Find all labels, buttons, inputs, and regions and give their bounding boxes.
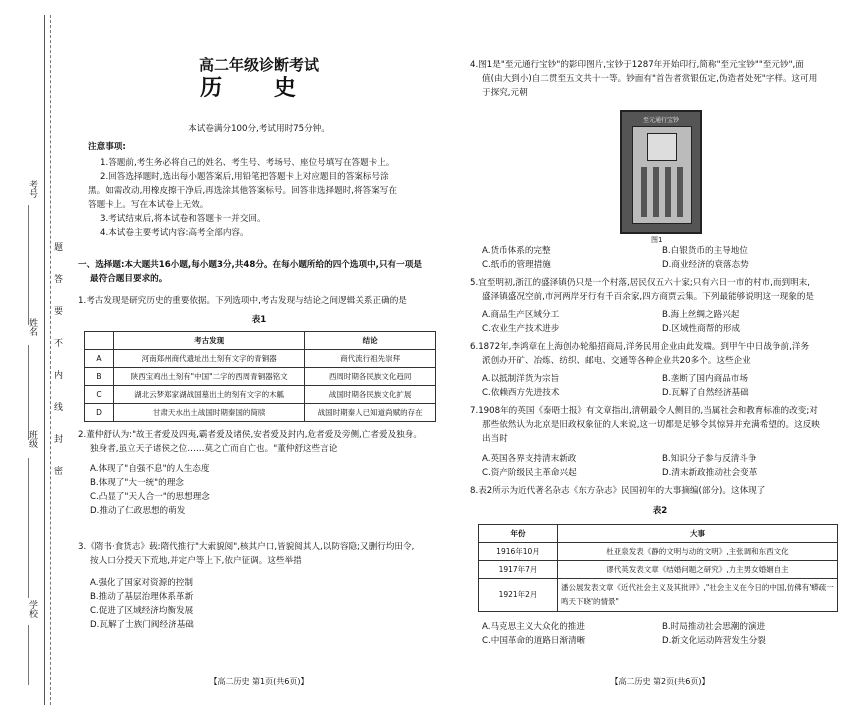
table2-caption: 表2 — [652, 506, 668, 516]
question-line: 2.董仲舒认为:"故王者爱及四夷,霸者爱及诸侯,安者爱及封内,危者爱及旁侧,亡者爱及独身。 — [78, 430, 422, 440]
table-cell: 甘肃天水出土战国时期秦国的简牍 — [114, 404, 305, 422]
question-line: 值(由大到小)自二贯至五文共十一等。钞面有"首告者赏银伍定,伪造者处死"字样。这可用 — [482, 74, 818, 84]
table-row — [479, 561, 838, 579]
table-cell: 潘公展发表文章《近代社会主义及其批评》,"社会主义在今日的中国,仿佛有'蟒疏一鸣天下晓'的情景" — [558, 579, 838, 612]
table-header: 年份 — [479, 525, 558, 543]
table-cell: 杜亚泉发表《静的文明与动的文明》,主张调和东西文化 — [558, 543, 838, 561]
option: A.体现了"自强不息"的人生态度 — [90, 464, 210, 474]
question-line: 6.1872年,李鸿章在上海创办轮船招商局,洋务民用企业由此发端。到甲午中日战争前,洋务 — [470, 342, 810, 352]
question-5 — [470, 276, 850, 304]
question-8: 8.表2所示为近代著名杂志《东方杂志》民国初年的大事摘编(部分)。这体现了 — [470, 486, 766, 496]
table-header-row — [479, 525, 838, 543]
question-line: 派创办开矿、冶炼、纺织、邮电、交通等各种企业共20多个。这些企业 — [482, 356, 751, 366]
question-3 — [78, 540, 440, 568]
table-header: 大事 — [558, 525, 838, 543]
option: A.货币体系的完整 — [482, 246, 551, 256]
banknote-text-column — [653, 167, 659, 217]
option: D.新文化运动阵营发生分裂 — [662, 636, 766, 646]
banknote-text-column — [641, 167, 647, 217]
option: D.区域性商帮的形成 — [662, 324, 741, 334]
seal-char: 密 — [54, 467, 64, 477]
section-line: 最符合题目要求的。 — [90, 274, 168, 284]
table-row — [85, 386, 436, 404]
table-cell: 商代流行祖先崇拜 — [305, 350, 436, 368]
note-line: 3.考试结束后,将本试卷和答题卡一并交回。 — [100, 214, 266, 224]
table-cell: C — [85, 386, 114, 404]
option: C.依赖西方先进技术 — [482, 388, 560, 398]
option: A.马克思主义大众化的推进 — [482, 622, 585, 632]
seal-char: 内 — [54, 371, 64, 381]
option: C.促进了区域经济均衡发展 — [90, 606, 194, 616]
name-label: 姓名 — [27, 318, 37, 336]
table-header — [85, 332, 114, 350]
option: D.商业经济的衰落态势 — [662, 260, 749, 270]
question-line: 3.《隋书·食货志》载:隋代推行"大索貌阅",核其户口,皆貌阅其人,以防容隐;又删行均田令, — [78, 542, 415, 552]
binding-dashed-line — [50, 15, 51, 705]
exam-no-label: 考号 — [27, 180, 37, 198]
class-label: 班级 — [27, 430, 37, 448]
banknote-text-column — [677, 167, 683, 217]
table-cell: 河南郑州商代遗址出土刻有文字的青铜器 — [114, 350, 305, 368]
question-2 — [78, 428, 440, 456]
table-cell: A — [85, 350, 114, 368]
q7-options — [482, 452, 842, 480]
table-row — [85, 350, 436, 368]
option: B.时局推动社会思潮的演进 — [662, 622, 766, 632]
table-cell: 湖北云梦郑家湖战国墓出土的刻有文字的木觚 — [114, 386, 305, 404]
q2-options — [90, 462, 452, 518]
option: A.商品生产区域分工 — [482, 310, 560, 320]
seal-char: 封 — [54, 435, 64, 445]
table-cell: B — [85, 368, 114, 386]
option: C.农业生产技术进步 — [482, 324, 560, 334]
table-row — [85, 404, 436, 422]
question-line: 出当时 — [482, 434, 508, 444]
note-line: 1.答题前,考生务必将自己的姓名、考生号、考场号、座位号填写在答题卡上。 — [100, 158, 395, 168]
q3-options — [90, 576, 452, 632]
school-label: 学校 — [27, 600, 37, 618]
table2 — [478, 524, 838, 612]
option: A.以抵制洋货为宗旨 — [482, 374, 560, 384]
question-7 — [470, 404, 850, 446]
binding-line — [44, 15, 45, 705]
option: B.垄断了国内商品市场 — [662, 374, 748, 384]
seal-char: 不 — [54, 339, 64, 349]
banknote-text-column — [665, 167, 671, 217]
note-line: 黑。如需改动,用橡皮擦干净后,再选涂其他答案标号。回答非选择题时,将答案写在 — [88, 186, 397, 196]
banknote-denomination-box — [647, 133, 677, 161]
table-cell: 谬代英发表文章《结婚问题之研究》,力主男女婚姻自主 — [558, 561, 838, 579]
table-cell: 陕西宝鸡出土刻有"中国"二字的西周青铜器铭文 — [114, 368, 305, 386]
question-line: 盛泽镇盛况空前,市河两岸牙行有千百余家,四方商贾云集。下列最能够说明这一现象的是 — [482, 292, 815, 302]
question-line: 4.图1是"至元通行宝钞"的影印图片,宝钞于1287年开始印行,简称"至元宝钞""至元钞",面 — [470, 60, 804, 70]
table-cell: 1916年10月 — [479, 543, 558, 561]
page-footer: 【高二历史 第1页(共6页)】 — [209, 677, 309, 686]
table-cell: 1917年7月 — [479, 561, 558, 579]
section-heading — [78, 258, 440, 286]
option: C.中国革命的道路日渐清晰 — [482, 636, 586, 646]
banknote-inner-panel — [632, 126, 692, 224]
table-row — [85, 368, 436, 386]
name-line — [28, 345, 29, 440]
seal-char: 要 — [54, 307, 64, 317]
note-line: 2.回答选择题时,选出每小题答案后,用铅笔把答题卡上对应题目的答案标号涂 — [100, 172, 389, 182]
option: B.推动了基层治理体系革新 — [90, 592, 194, 602]
question-line: 5.宜至明初,浙江的盛泽镇仍只是一个村落,居民仅五六十家;只有六日一市的村市,而到明末, — [470, 278, 810, 288]
binding-strip — [0, 0, 70, 717]
subject-title: 历 史 — [200, 76, 318, 101]
table-cell: 战国时期秦人已知道尚赋的存在 — [305, 404, 436, 422]
option: C.纸币的管理措施 — [482, 260, 551, 270]
question-1: 1.考古发现是研究历史的重要依据。下列选项中,考古发现与结论之间逻辑关系正确的是 — [78, 296, 407, 306]
question-line: 7.1908年的英国《泰晤士报》有文章指出,清朝最令人侧目的,当属社会和教育标准的改变;对 — [470, 406, 818, 416]
question-line: 于探究,元朝 — [482, 88, 528, 98]
q8-options — [482, 620, 842, 648]
option: D.瓦解了士族门阀经济基础 — [90, 620, 194, 630]
page-footer: 【高二历史 第2页(共6页)】 — [610, 677, 710, 686]
question-line: 那些依然认为北京是旧政权象征的人来说,这一切都是足够令其惊异并充满希望的。这反映 — [482, 420, 820, 430]
note-line: 4.本试卷主要考试内容:高考全部内容。 — [100, 228, 249, 238]
q6-options — [482, 372, 842, 400]
score-line: 本试卷满分100分,考试用时75分钟。 — [188, 124, 330, 134]
option: B.白银货币的主导地位 — [662, 246, 748, 256]
table-cell: 西周时期各民族文化趋同 — [305, 368, 436, 386]
figure-caption: 图1 — [651, 236, 663, 244]
question-line: 按人口分授天下荒地,并定户等上下,依户征调。这些举措 — [90, 556, 302, 566]
note-line: 答题卡上。写在本试卷上无效。 — [88, 200, 209, 210]
seal-char: 线 — [54, 403, 64, 413]
option: A.英国各界支持清末新政 — [482, 454, 577, 464]
table1 — [84, 331, 436, 422]
option: A.强化了国家对资源的控制 — [90, 578, 193, 588]
option: B.知识分子参与反清斗争 — [662, 454, 757, 464]
seal-char: 题 — [54, 243, 64, 253]
option: D.瓦解了自然经济基础 — [662, 388, 749, 398]
table-cell: D — [85, 404, 114, 422]
banknote-figure — [620, 110, 702, 234]
option: C.资产阶级民主革命兴起 — [482, 468, 577, 478]
notes-title: 注意事项: — [88, 142, 126, 152]
notes-list — [88, 156, 440, 240]
question-4 — [470, 58, 850, 100]
question-line: 独身者,虽立天子诸侯之位……莫之亡而自亡也。"董仲舒这些言论 — [90, 444, 338, 454]
question-6 — [470, 340, 850, 368]
q5-options — [482, 308, 842, 336]
table-cell: 1921年2月 — [479, 579, 558, 612]
school-line — [28, 625, 29, 685]
exam-title: 高二年级诊断考试 — [198, 56, 319, 74]
table-header-row — [85, 332, 436, 350]
exam-no-line — [28, 205, 29, 325]
table-row — [479, 543, 838, 561]
table-cell: 战国时期各民族文化扩展 — [305, 386, 436, 404]
table1-caption: 表1 — [251, 315, 267, 325]
table-row — [479, 579, 838, 612]
exam-page-1 — [78, 0, 440, 717]
exam-page-2 — [470, 0, 850, 717]
class-line — [28, 458, 29, 598]
banknote-top-text: 至元通行宝钞 — [642, 117, 679, 124]
q4-options — [482, 244, 842, 272]
option: D.推动了仁政思想的萌发 — [90, 506, 186, 516]
option: D.清末新政推动社会变革 — [662, 468, 758, 478]
option: C.凸显了"天人合一"的思想理念 — [90, 492, 210, 502]
table-header: 考古发现 — [114, 332, 305, 350]
option: B.体现了"大一统"的理念 — [90, 478, 184, 488]
option: B.海上丝绸之路兴起 — [662, 310, 740, 320]
section-line: 一、选择题:本大题共16小题,每小题3分,共48分。在每小题所给的四个选项中,只有一项是 — [78, 260, 422, 270]
seal-char: 答 — [54, 275, 64, 285]
table-header: 结论 — [305, 332, 436, 350]
